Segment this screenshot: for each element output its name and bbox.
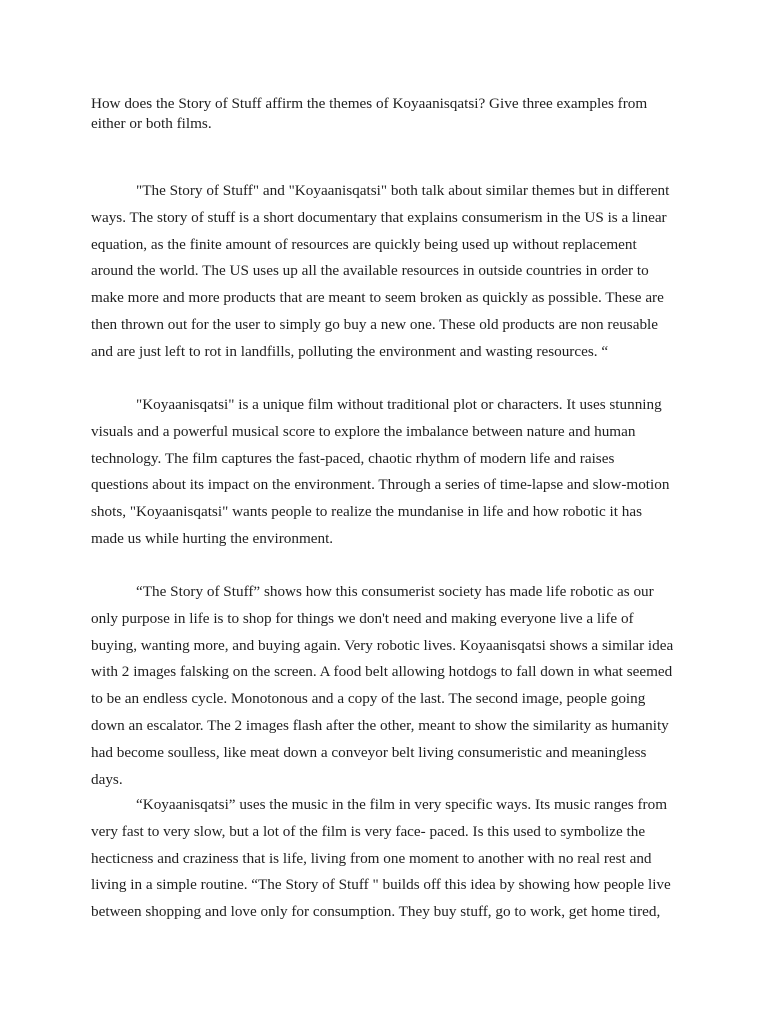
essay-paragraph-4: “Koyaanisqatsi” uses the music in the film in very specific ways. Its music ranges from very fast to very slow, but a lot of the film is very face- paced. Is this used to symbolize the hecticness and craziness that is life, living from one moment to another with no real rest and living in a simple routine. “The Story of Stuff " builds off this idea by showing how people live between shopping and love only for consumption. They buy stuff, go to work, get home tired, [91, 796, 671, 921]
essay-prompt: How does the Story of Stuff affirm the themes of Koyaanisqatsi? Give three examples from either or both films. [91, 95, 648, 132]
essay-paragraph-1: "The Story of Stuff" and "Koyaanisqatsi" both talk about similar themes but in different ways. The story of stuff is a short documentary that explains consumerism in the US is a linear equation, as the finite amount of resources are quickly being used up without replacement around the world. The US uses up all the available resources in outside countries in order to make more and more products that are meant to seem broken as quickly as possible. These are then thrown out for the user to simply go buy a new one. These old products are non reusable and are just left to rot in landfills, polluting the environment and wasting resources. “ [91, 182, 670, 360]
essay-paragraph-2: "Koyaanisqatsi" is a unique film without traditional plot or characters. It uses stunning visuals and a powerful musical score to explore the imbalance between nature and human technology. The film captures the fast-paced, chaotic rhythm of modern life and raises questions about its impact on the environment. Through a series of time-lapse and slow-motion shots, "Koyaanisqatsi" wants people to realize the mundanise in life and how robotic it has made us while hurting the environment. [91, 396, 670, 547]
essay-paragraph-3: “The Story of Stuff” shows how this consumerist society has made life robotic as our only purpose in life is to shop for things we don't need and making everyone live a life of buying, wanting more, and buying again. Very robotic lives. Koyaanisqatsi shows a similar idea with 2 images falsking on the screen. A food belt allowing hotdogs to fall down in what seemed to be an endless cycle. Monotonous and a copy of the last. The second image, people going down an escalator. The 2 images flash after the other, meant to show the similarity as humanity had become soulless, like meat down a conveyor belt living consumeristic and meaningless days. [91, 583, 674, 788]
